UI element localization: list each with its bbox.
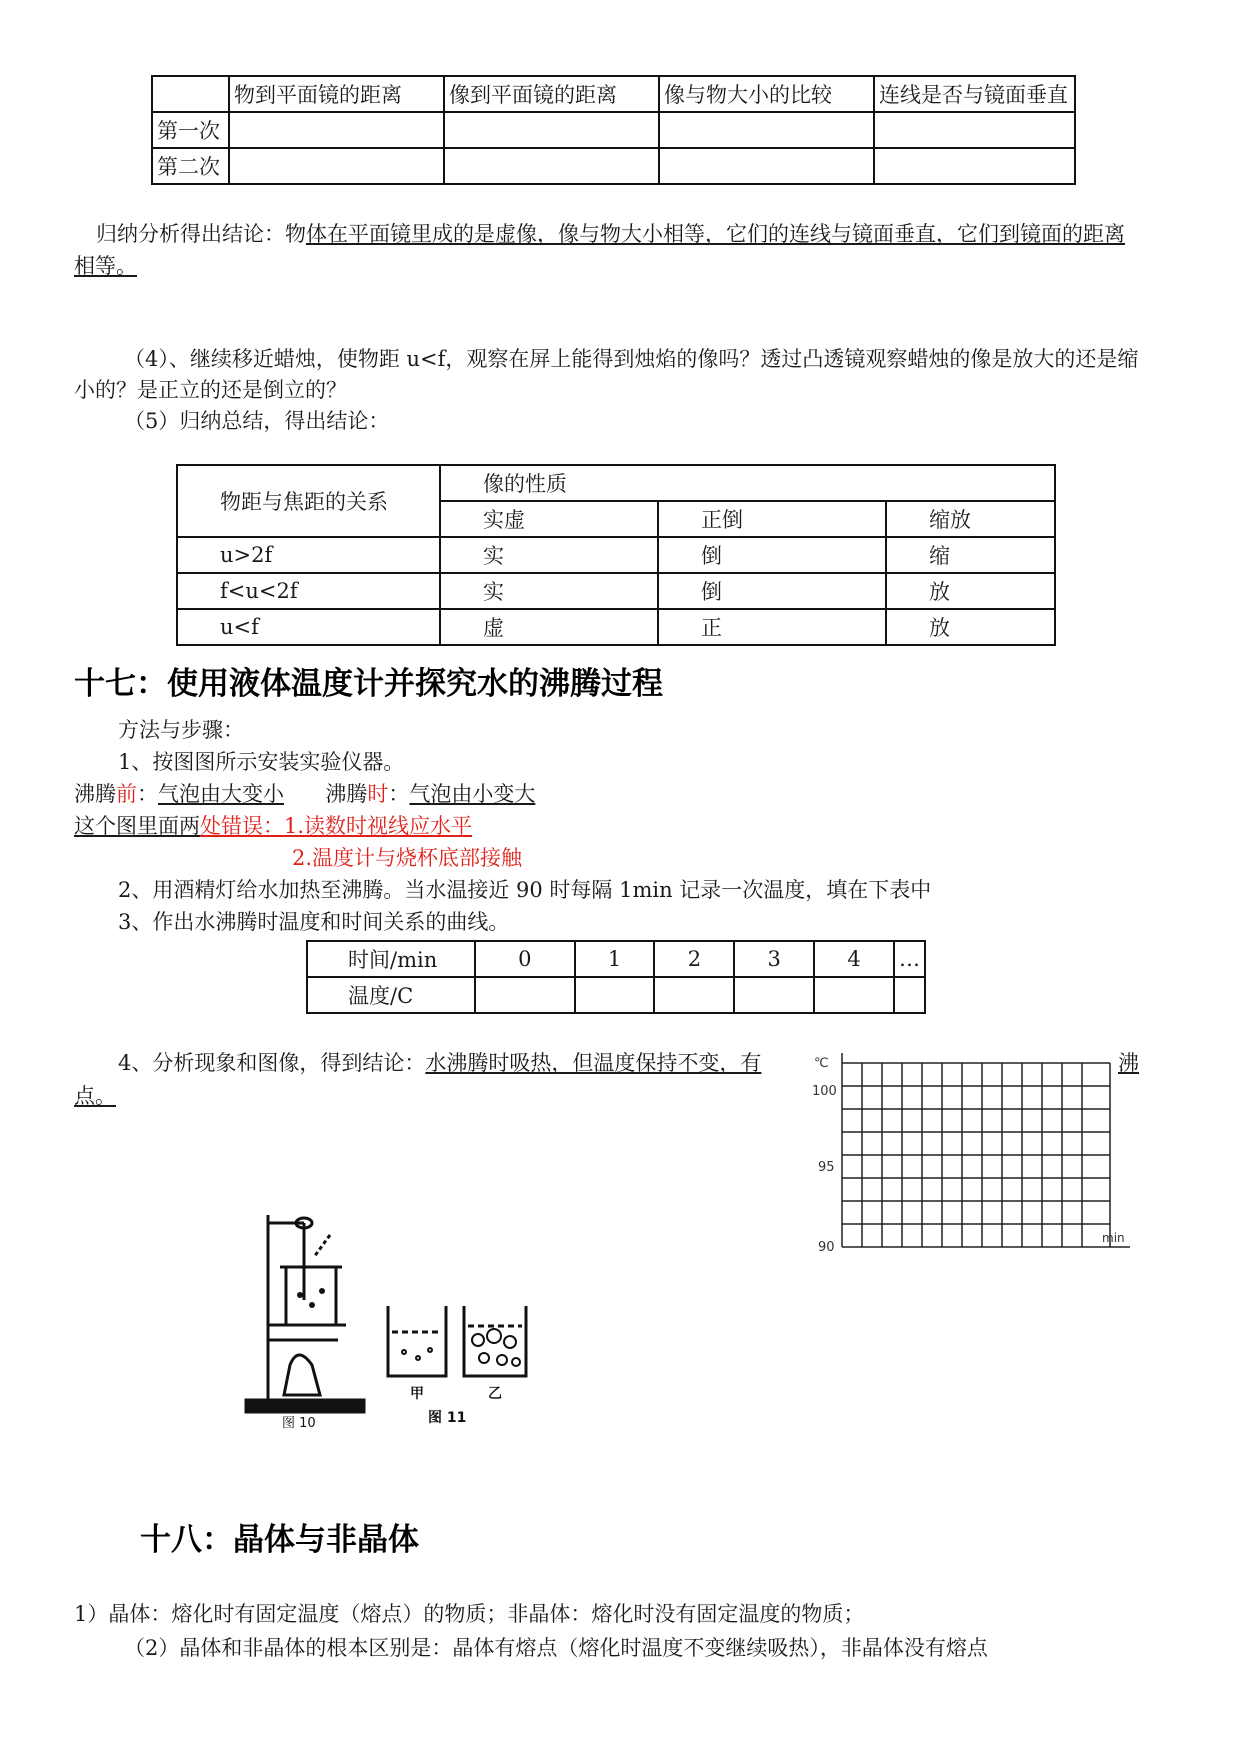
beaker-label-a: 甲 — [410, 1386, 424, 1402]
table-cell — [654, 977, 734, 1013]
step-4-end: 沸 — [1118, 1051, 1139, 1075]
during-text: 气泡由小变大 — [409, 782, 536, 806]
conclusion-text-cont: 相等。 — [74, 254, 137, 278]
table-cell — [659, 148, 874, 184]
beaker-label-b: 乙 — [488, 1386, 502, 1402]
table-cell — [152, 76, 229, 112]
beakers-figure — [380, 1300, 540, 1430]
table-cell: 倒 — [658, 537, 886, 573]
table-cell: 放 — [886, 609, 1055, 645]
table-cell: u>2f — [177, 537, 440, 573]
step-3: 3、作出水沸腾时温度和时间关系的曲线。 — [118, 910, 510, 934]
errors-prefix: 这个图里面两 — [74, 814, 200, 838]
table-header: 像与物大小的比较 — [659, 76, 874, 112]
before-label: 沸腾 — [74, 782, 116, 806]
step-1: 1、按图图所示安装实验仪器。 — [118, 750, 405, 774]
step-2: 2、用酒精灯给水加热至沸腾。当水温接近 90 时每隔 1min 记录一次温度，填在下表中 — [118, 878, 932, 902]
crystal-line-2: （2）晶体和非晶体的根本区别是：晶体有熔点（熔化时温度不变继续吸热），非晶体没有熔点 — [124, 1636, 988, 1660]
table-row — [177, 465, 1055, 501]
table-cell — [659, 112, 874, 148]
table-cell — [894, 977, 925, 1013]
question-4-line1: （4）、继续移近蜡烛，使物距 u<f，观察在屏上能得到烛焰的像吗？透过凸透镜观察蜡烛的像是放大的还是缩 — [124, 347, 1139, 371]
before-label-red: 前 — [116, 782, 137, 806]
table-header: 缩放 — [886, 501, 1055, 537]
step-4 — [118, 1047, 761, 1077]
fig11-label: 图 11 — [428, 1410, 467, 1426]
table-header: 温度/C — [307, 977, 475, 1013]
table-row — [177, 609, 1055, 645]
crystal-line-1: 1）晶体：熔化时有固定温度（熔点）的物质；非晶体：熔化时没有固定温度的物质； — [74, 1602, 865, 1626]
table-cell: 实 — [440, 573, 658, 609]
table-cell — [444, 112, 659, 148]
table-cell: 1 — [575, 941, 655, 977]
table-header: 像的性质 — [440, 465, 1055, 501]
table-cell — [444, 148, 659, 184]
table-row — [307, 977, 925, 1013]
row-label: 第二次 — [152, 148, 229, 184]
table-row — [177, 573, 1055, 609]
table-cell: 缩 — [886, 537, 1055, 573]
table-cell: 4 — [814, 941, 894, 977]
table-row — [152, 76, 1075, 112]
during-label: 沸腾 — [325, 782, 368, 806]
table-row — [177, 537, 1055, 573]
conclusion-prefix: 归纳分析得出结论：物 — [96, 222, 306, 246]
table-cell — [229, 148, 444, 184]
table-cell: 放 — [886, 573, 1055, 609]
mirror-conclusion — [96, 218, 1125, 248]
table-header: 时间/min — [307, 941, 475, 977]
table-cell — [575, 977, 655, 1013]
table-header: 实虚 — [440, 501, 658, 537]
y-tick-label: 100 — [812, 1084, 837, 1099]
table-row — [152, 112, 1075, 148]
question-5: （5）归纳总结，得出结论： — [124, 409, 390, 433]
time-temp-table — [306, 940, 926, 1014]
table-cell: 虚 — [440, 609, 658, 645]
table-cell — [734, 977, 814, 1013]
error-2: 2.温度计与烧杯底部接触 — [292, 846, 523, 870]
y-tick-label: 95 — [818, 1160, 835, 1175]
table-header: 物距与焦距的关系 — [177, 465, 440, 537]
table-cell: 实 — [440, 537, 658, 573]
table-cell: 2 — [654, 941, 734, 977]
apparatus-figure — [238, 1205, 378, 1430]
fig10-label: 图 10 — [282, 1416, 316, 1430]
question-4-line2: 小的？是正立的还是倒立的？ — [74, 378, 347, 402]
method-label: 方法与步骤： — [118, 718, 244, 742]
step-4-conclusion: 水沸腾时吸热，但温度保持不变，有 — [425, 1051, 762, 1075]
table-header: 物到平面镜的距离 — [229, 76, 444, 112]
conclusion-text: 体在平面镜里成的是虚像，像与物大小相等，它们的连线与镜面垂直，它们到镜面的距离 — [306, 222, 1125, 246]
colon: ： — [137, 782, 158, 806]
errors-red: 处错误：1.读数时视线应水平 — [200, 814, 473, 838]
x-unit-label: min — [1102, 1231, 1125, 1245]
mirror-table — [151, 75, 1076, 185]
row-label: 第一次 — [152, 112, 229, 148]
section-18-title: 十八：晶体与非晶体 — [140, 1522, 419, 1558]
table-cell — [814, 977, 894, 1013]
bubble-observation — [74, 778, 535, 808]
table-cell: … — [894, 941, 925, 977]
temperature-graph — [800, 1045, 1130, 1270]
table-cell: 正 — [658, 609, 886, 645]
y-tick-label: 90 — [818, 1240, 835, 1255]
table-cell — [475, 977, 575, 1013]
table-row — [307, 941, 925, 977]
lens-table — [176, 464, 1056, 646]
step-4-line2: 点。 — [74, 1084, 116, 1108]
section-17-title: 十七：使用液体温度计并探究水的沸腾过程 — [74, 666, 663, 702]
table-cell: u<f — [177, 609, 440, 645]
table-cell — [229, 112, 444, 148]
table-cell — [874, 112, 1075, 148]
y-unit-label: ℃ — [814, 1056, 829, 1071]
table-header: 正倒 — [658, 501, 886, 537]
before-text: 气泡由大变小 — [158, 782, 284, 806]
table-cell: f<u<2f — [177, 573, 440, 609]
during-label-red: 时 — [367, 782, 389, 806]
table-cell: 0 — [475, 941, 575, 977]
colon: ： — [388, 782, 410, 806]
errors-line — [74, 810, 472, 840]
table-cell: 3 — [734, 941, 814, 977]
table-cell: 倒 — [658, 573, 886, 609]
table-header: 连线是否与镜面垂直 — [874, 76, 1075, 112]
table-header: 像到平面镜的距离 — [444, 76, 659, 112]
table-cell — [874, 148, 1075, 184]
table-row — [152, 148, 1075, 184]
step-4-prefix: 4、分析现象和图像，得到结论： — [118, 1051, 426, 1075]
